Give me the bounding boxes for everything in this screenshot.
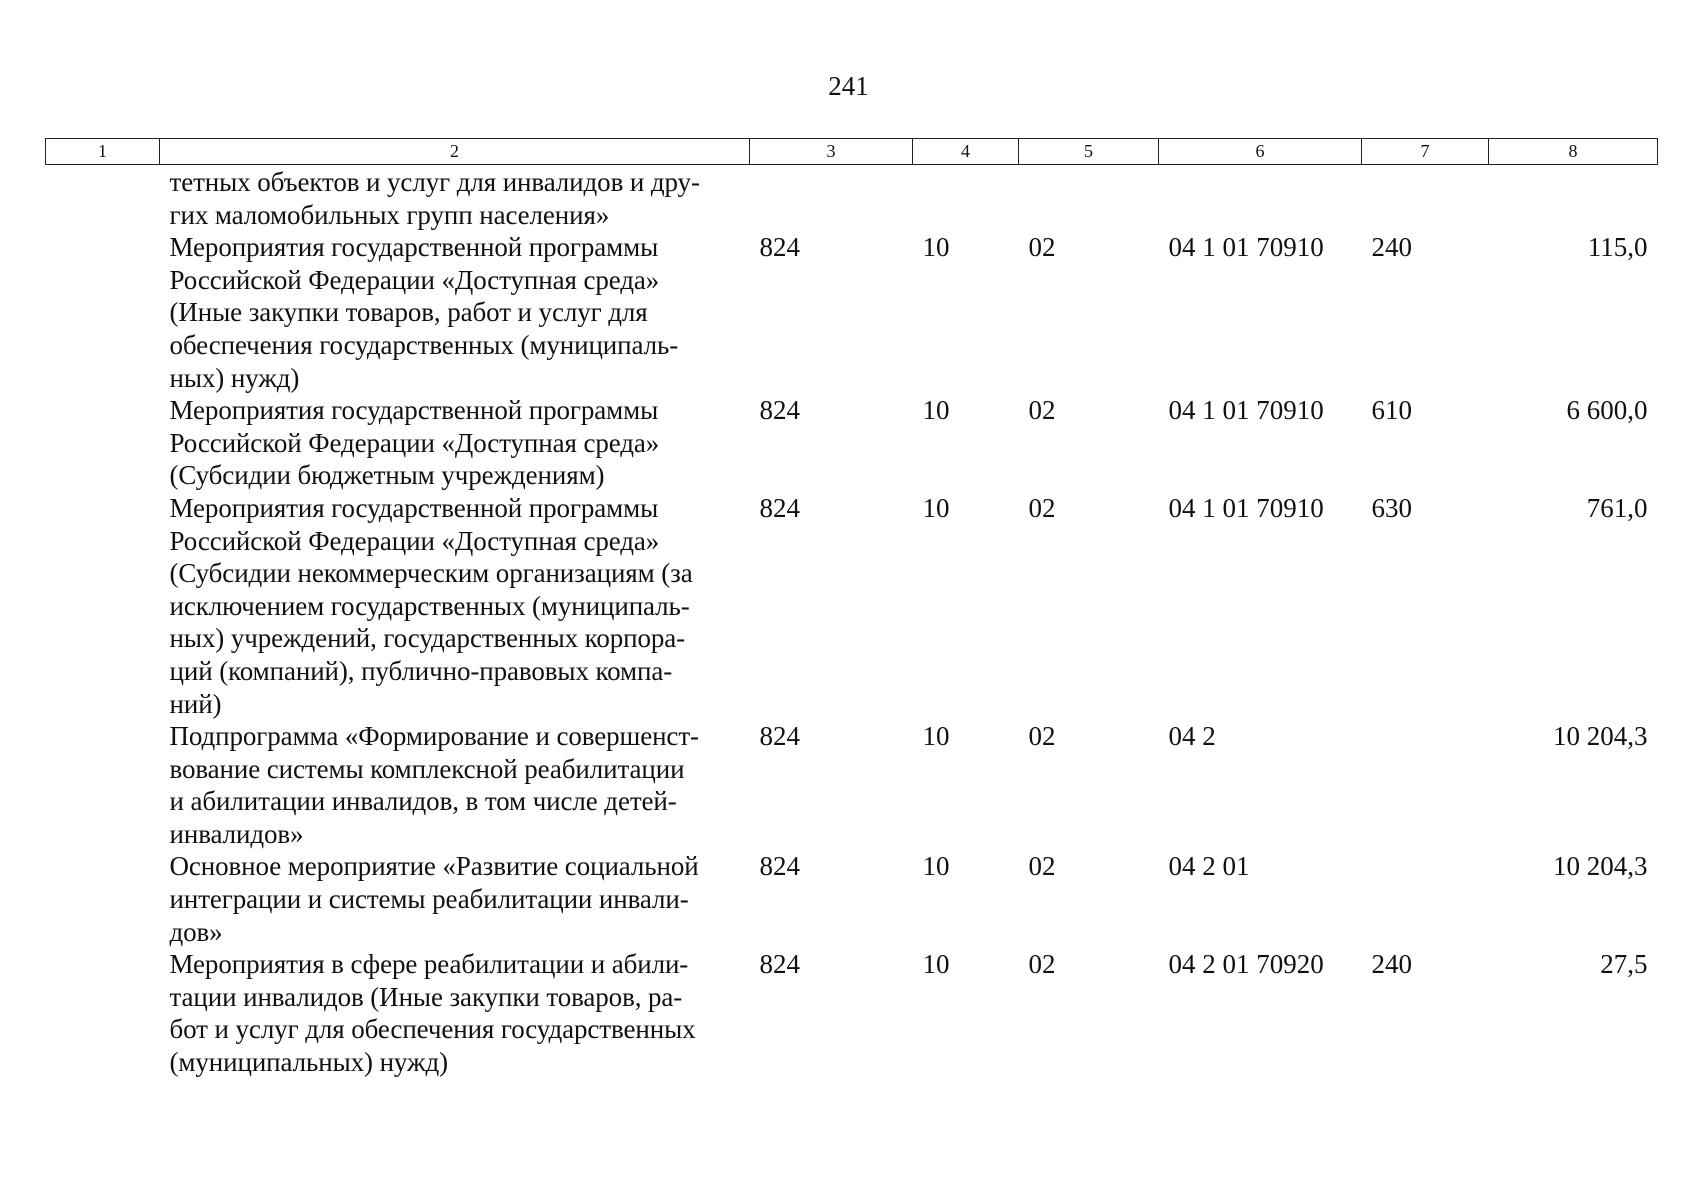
row-target-article: 04 1 01 70910 <box>1168 492 1324 523</box>
row-section-code: 10 <box>922 851 950 882</box>
header-col-6: 6 <box>1159 139 1362 165</box>
table-row <box>46 492 1658 720</box>
row-expense-type <box>1362 720 1489 850</box>
header-col-8: 8 <box>1489 139 1658 165</box>
row-number <box>46 850 160 948</box>
row-number <box>46 394 160 492</box>
row-ministry-code: 824 <box>759 949 800 980</box>
row-ministry-code: 824 <box>759 851 800 882</box>
row-section-code: 10 <box>922 232 950 263</box>
row-target-article: 04 2 01 70920 <box>1168 949 1324 980</box>
row-subsection-code: 02 <box>1028 949 1056 980</box>
row-ministry-code: 824 <box>759 232 800 263</box>
row-subsection-code: 02 <box>1028 492 1056 523</box>
row-description: Мероприятия государственной программы Российской Федерации «Доступная среда» (Субсидии некоммерческим организациям (за исключением государственных (муниципаль- ных) учреждений, государственных корпора- ций (компаний), публично-правовых компа- ний) <box>169 492 693 719</box>
header-col-2: 2 <box>160 139 750 165</box>
table-row <box>46 850 1658 948</box>
row-amount: 10 204,3 <box>1553 721 1648 752</box>
row-number <box>46 948 160 1078</box>
row-section-code <box>913 165 1019 232</box>
row-ministry-code: 824 <box>759 492 800 523</box>
table-row <box>46 720 1658 850</box>
row-subsection-code <box>1019 165 1159 232</box>
row-target-article: 04 2 <box>1168 721 1216 752</box>
row-number <box>46 165 160 232</box>
row-subsection-code: 02 <box>1028 851 1056 882</box>
row-amount: 10 204,3 <box>1553 851 1648 882</box>
row-section-code: 10 <box>922 949 950 980</box>
table-row <box>46 231 1658 394</box>
row-description: Основное мероприятие «Развитие социальной интеграции и системы реабилитации инвали- дов» <box>169 851 699 947</box>
row-ministry-code: 824 <box>759 395 800 426</box>
header-col-3: 3 <box>750 139 913 165</box>
row-expense-type <box>1362 850 1489 948</box>
row-target-article: 04 1 01 70910 <box>1168 395 1324 426</box>
row-subsection-code: 02 <box>1028 232 1056 263</box>
row-description: Подпрограмма «Формирование и совершенст- вование системы комплексной реабилитации и абилитации инвалидов, в том числе детей- инвалидов» <box>169 721 699 849</box>
row-number <box>46 492 160 720</box>
row-subsection-code: 02 <box>1028 721 1056 752</box>
row-number <box>46 720 160 850</box>
row-amount: 761,0 <box>1586 492 1648 523</box>
row-expense-type: 240 <box>1371 232 1412 263</box>
row-expense-type: 630 <box>1371 492 1412 523</box>
row-expense-type <box>1362 165 1489 232</box>
table-row <box>46 165 1658 232</box>
table-header <box>46 139 1658 165</box>
row-description: тетных объектов и услуг для инвалидов и дру- гих маломобильных групп населения» <box>169 167 700 230</box>
row-amount: 115,0 <box>1587 232 1648 263</box>
row-ministry-code: 824 <box>759 721 800 752</box>
table-body <box>46 165 1658 1079</box>
table-row <box>46 394 1658 492</box>
row-target-article <box>1159 165 1362 232</box>
row-amount <box>1489 165 1658 232</box>
budget-table <box>45 138 1658 1079</box>
row-description: Мероприятия в сфере реабилитации и абили- тации инвалидов (Иные закупки товаров, ра- бот и услуг для обеспечения государственных (муниципальных) нужд) <box>169 949 696 1078</box>
row-description: Мероприятия государственной программы Российской Федерации «Доступная среда» (Иные закупки товаров, работ и услуг для обеспечения государственных (муниципаль- ных) нужд) <box>169 232 679 393</box>
row-section-code: 10 <box>922 492 950 523</box>
header-row <box>46 139 1658 165</box>
row-section-code: 10 <box>922 721 950 752</box>
row-expense-type: 610 <box>1371 395 1412 426</box>
row-amount: 6 600,0 <box>1566 395 1648 426</box>
row-target-article: 04 2 01 <box>1168 851 1250 882</box>
row-target-article: 04 1 01 70910 <box>1168 232 1324 263</box>
table-row <box>46 948 1658 1078</box>
header-col-5: 5 <box>1019 139 1159 165</box>
row-subsection-code: 02 <box>1028 395 1056 426</box>
row-description: Мероприятия государственной программы Российской Федерации «Доступная среда» (Субсидии бюджетным учреждениям) <box>169 395 660 491</box>
row-amount: 27,5 <box>1600 949 1648 980</box>
header-col-7: 7 <box>1362 139 1489 165</box>
row-ministry-code <box>750 165 913 232</box>
header-col-4: 4 <box>913 139 1019 165</box>
row-expense-type: 240 <box>1371 949 1412 980</box>
row-number <box>46 231 160 394</box>
header-col-1: 1 <box>46 139 160 165</box>
row-section-code: 10 <box>922 395 950 426</box>
page-number: 241 <box>828 71 869 101</box>
